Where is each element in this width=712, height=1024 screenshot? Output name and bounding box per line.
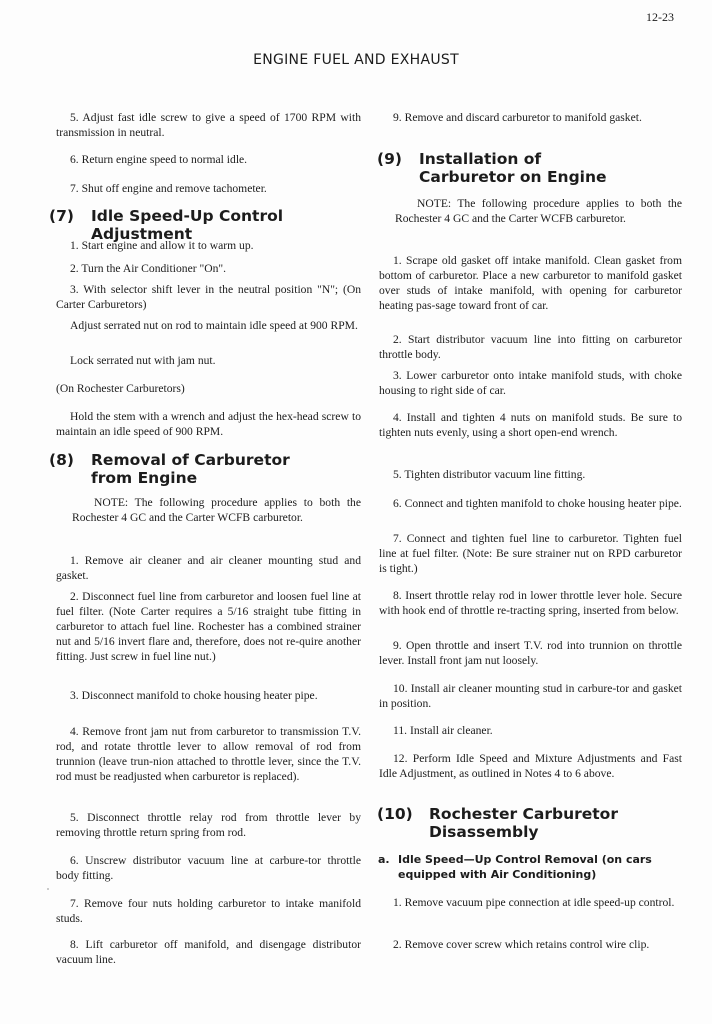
step: 9. Remove and discard carburetor to manifold gasket.: [393, 111, 642, 124]
step: 4. Remove front jam nut from carburetor to transmission T.V. rod, and rotate throttle lever to allow removal of rod from trunnion (leave trun-nion attached to throttle lever, since the T.V. rod must be readjusted when carburetor is replaced).: [56, 725, 361, 783]
section-title-line2: from Engine: [91, 469, 198, 487]
step: 5. Tighten distributor vacuum line fitting.: [393, 468, 586, 481]
section-title-line1: Installation of: [419, 150, 542, 168]
step: 6. Connect and tighten manifold to choke housing heater pipe.: [393, 497, 682, 510]
step: 6. Unscrew distributor vacuum line at carbure-tor throttle body fitting.: [56, 854, 361, 882]
step: 7. Shut off engine and remove tachometer.: [70, 182, 267, 195]
step: Adjust serrated nut on rod to maintain idle speed at 900 RPM.: [70, 319, 358, 332]
note: NOTE: The following procedure applies to both the Rochester 4 GC and the Carter WCFB carburetor.: [72, 496, 361, 524]
subsection-title: Idle Speed—Up Control Removal (on cars equipped with Air Conditioning): [398, 853, 652, 881]
subsection-label: a.: [378, 853, 390, 866]
step: 4. Install and tighten 4 nuts on manifold studs. Be sure to tighten nuts evenly, using a short open-end wrench.: [379, 411, 682, 439]
step: 8. Lift carburetor off manifold, and disengage distributor vacuum line.: [56, 938, 361, 966]
step: 9. Open throttle and insert T.V. rod into trunnion on throttle lever. Install front jam nut loosely.: [379, 639, 682, 667]
section-number: (7): [49, 207, 74, 225]
step: Hold the stem with a wrench and adjust the hex-head screw to maintain an idle speed of 900 RPM.: [56, 410, 361, 438]
step: 5. Disconnect throttle relay rod from throttle lever by removing throttle return spring from rod.: [56, 811, 361, 839]
step: 7. Connect and tighten fuel line to carburetor. Tighten fuel line at fuel filter. (Note: Be sure strainer nut on RPD carburetor is tight.): [379, 532, 682, 575]
step: 12. Perform Idle Speed and Mixture Adjustments and Fast Idle Adjustment, as outlined in Notes 4 to 6 above.: [379, 752, 682, 780]
running-head: ENGINE FUEL AND EXHAUST: [253, 52, 459, 68]
section-title-line2: Disassembly: [429, 823, 539, 841]
section-title: Idle Speed-Up Control Adjustment: [91, 207, 284, 243]
note: NOTE: The following procedure applies to both the Rochester 4 GC and the Carter WCFB carburetor.: [395, 197, 682, 225]
section-heading-8: [49, 451, 361, 487]
step: 1. Remove vacuum pipe connection at idle speed-up control.: [393, 896, 675, 909]
step: 2. Turn the Air Conditioner "On".: [70, 262, 227, 275]
section-title-line2: Carburetor on Engine: [419, 168, 607, 186]
subsection-heading-a: [378, 852, 658, 882]
section-number: (10): [377, 805, 413, 823]
step: 1. Remove air cleaner and air cleaner mounting stud and gasket.: [56, 554, 361, 582]
step: 11. Install air cleaner.: [393, 724, 493, 737]
section-heading-9: [377, 150, 682, 186]
step: 10. Install air cleaner mounting stud in carbure-tor and gasket in position.: [379, 682, 682, 710]
step: 1. Scrape old gasket off intake manifold. Clean gasket from bottom of carburetor. Place a new carburetor to manifold gasket over studs of intake manifold, with opening for carburetor heating pas-sage toward front of car.: [379, 254, 682, 312]
step: 2. Disconnect fuel line from carburetor and loosen fuel line at fuel filter. (Note Carter requires a 5/16 straight tube fitting in carburetor to attach fuel line. Rochester has a combined strainer nut and 5/16 invert flare and, therefore, does not re-quire another fitting. Just screw in fuel line nut.): [56, 590, 361, 663]
scan-speck: [47, 888, 49, 890]
step: 1. Start engine and allow it to warm up.: [70, 239, 254, 252]
step: 5. Adjust fast idle screw to give a speed of 1700 RPM with transmission in neutral.: [56, 111, 361, 139]
section-number: (9): [377, 150, 402, 168]
step: 3. Disconnect manifold to choke housing heater pipe.: [70, 689, 318, 702]
step: 3. Lower carburetor onto intake manifold studs, with choke housing to right side of car.: [379, 369, 682, 397]
step: 8. Insert throttle relay rod in lower throttle lever hole. Secure with hook end of throttle re-tracting spring, inserted from below.: [379, 589, 682, 617]
step: Lock serrated nut with jam nut.: [70, 354, 216, 367]
section-heading-10: [377, 805, 682, 841]
section-number: (8): [49, 451, 74, 469]
step: 7. Remove four nuts holding carburetor to intake manifold studs.: [56, 897, 361, 925]
step: 2. Start distributor vacuum line into fitting on carburetor throttle body.: [379, 333, 682, 361]
section-title-line1: Rochester Carburetor: [429, 805, 618, 823]
step: 2. Remove cover screw which retains control wire clip.: [393, 938, 650, 951]
page-number: 12-23: [646, 10, 674, 24]
step: 6. Return engine speed to normal idle.: [70, 153, 248, 166]
section-title-line1: Removal of Carburetor: [91, 451, 290, 469]
step: (On Rochester Carburetors): [56, 382, 185, 395]
step: 3. With selector shift lever in the neutral position "N"; (On Carter Carburetors): [56, 283, 361, 311]
